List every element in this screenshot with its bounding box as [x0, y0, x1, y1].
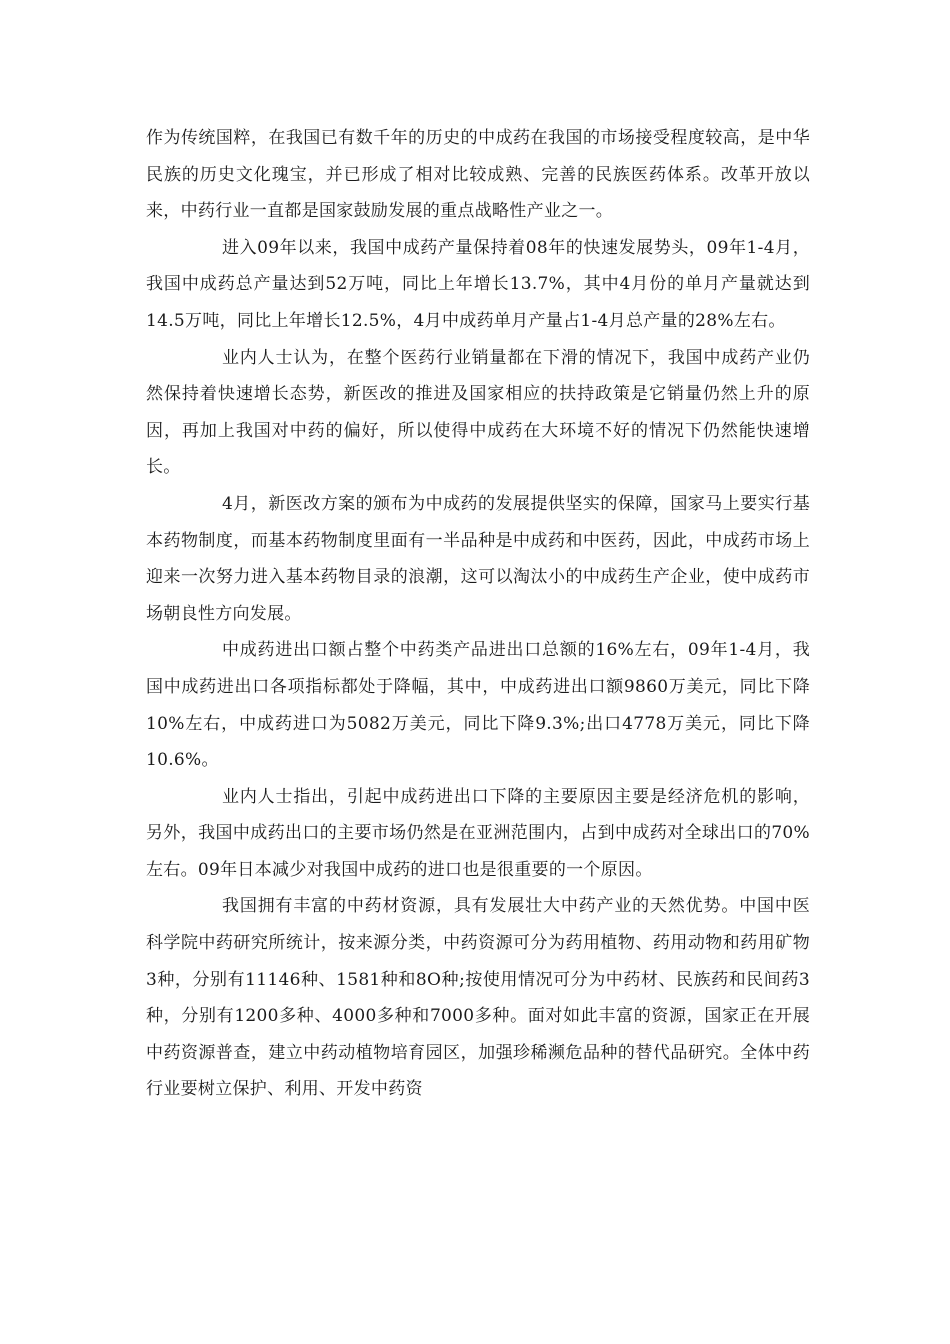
paragraph-trade-decline: 业内人士指出，引起中成药进出口下降的主要原因主要是经济危机的影响，另外，我国中成药出口的主要市场仍然是在亚洲范围内，占到中成药对全球出口的70%左右。09年日本减少对我国中成药的进口也是很重要的一个原因。 [146, 786, 810, 880]
paragraph-trade: 中成药进出口额占整个中药类产品进出口总额的16%左右，09年1-4月，我国中成药进出口各项指标都处于降幅，其中，中成药进出口额9860万美元，同比下降10%左右，中成药进口为5082万美元，同比下降9.3%;出口4778万美元，同比下降10.6%。 [146, 640, 810, 771]
paragraph-industry-view: 业内人士认为，在整个医药行业销量都在下滑的情况下，我国中成药产业仍然保持着快速增长态势，新医改的推进及国家相应的扶持政策是它销量仍然上升的原因，再加上我国对中药的偏好，所以使得中成药在大环境不好的情况下仍然能快速增长。 [146, 347, 810, 478]
paragraph-intro: 作为传统国粹，在我国已有数千年的历史的中成药在我国的市场接受程度较高，是中华民族的历史文化瑰宝，并已形成了相对比较成熟、完善的民族医药体系。改革开放以来，中药行业一直都是国家鼓励发展的重点战略性产业之一。 [146, 128, 810, 222]
paragraph-production: 进入09年以来，我国中成药产量保持着08年的快速发展势头，09年1-4月，我国中成药总产量达到52万吨，同比上年增长13.7%，其中4月份的单月产量就达到14.5万吨，同比上年增长12.5%，4月中成药单月产量占1-4月总产量的28%左右。 [146, 237, 810, 331]
paragraph-resources: 我国拥有丰富的中药材资源，具有发展壮大中药产业的天然优势。中国中医科学院中药研究所统计，按来源分类，中药资源可分为药用植物、药用动物和药用矿物3种，分别有11146种、1581种和8O种;按使用情况可分为中药材、民族药和民间药3种，分别有1200多种、4000多种和7000多种。面对如此丰富的资源，国家正在开展中药资源普查，建立中药动植物培育园区，加强珍稀濒危品种的替代品研究。全体中药行业要树立保护、利用、开发中药资 [146, 896, 810, 1100]
paragraph-reform: 4月，新医改方案的颁布为中成药的发展提供坚实的保障，国家马上要实行基本药物制度，而基本药物制度里面有一半品种是中成药和中医药，因此，中成药市场上迎来一次努力进入基本药物目录的浪潮，这可以淘汰小的中成药生产企业，使中成药市场朝良性方向发展。 [146, 493, 810, 624]
document-page [146, 120, 810, 1108]
